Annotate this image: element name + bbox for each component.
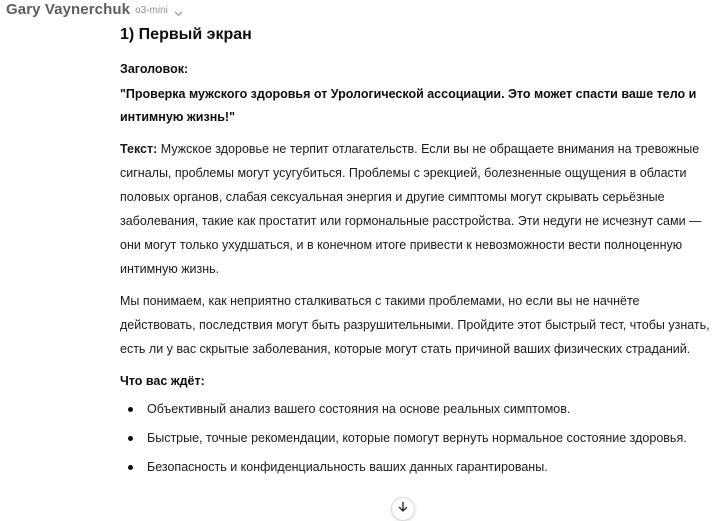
- list-item: [120, 397, 716, 422]
- arrow-down-icon: [397, 500, 409, 518]
- bullet-dot: [128, 407, 133, 412]
- scroll-to-bottom-button[interactable]: [391, 497, 415, 521]
- list-item-text: Безопасность и конфиденциальность ваших данных гарантированы.: [147, 460, 548, 474]
- list-item: [120, 455, 716, 480]
- list-item-text: Объективный анализ вашего состояния на основе реальных симптомов.: [147, 402, 571, 416]
- paragraph-2: Мы понимаем, как неприятно сталкиваться с такими проблемами, но если вы не начнёте действовать, последствия могут быть разрушительными. Пройдите этот быстрый тест, чтобы узнать, есть ли у вас скрытые заболевания, которые могут стать причиной ваших физических страданий.: [120, 294, 710, 356]
- title-text: "Проверка мужского здоровья от Урологической ассоциации. Это может спасти ваше тело и интимную жизнь!": [120, 87, 697, 124]
- benefits-list: [120, 397, 716, 480]
- text-label: Текст:: [120, 142, 158, 156]
- assistant-message: [120, 26, 716, 484]
- list-item-text: Быстрые, точные рекомендации, которые помогут вернуть нормальное состояние здоровья.: [147, 431, 687, 445]
- message-heading: 1) Первый экран: [120, 26, 252, 43]
- bullet-dot: [128, 465, 133, 470]
- expect-label: Что вас ждёт:: [120, 374, 205, 388]
- text-body: Мужское здоровье не терпит отлагательств. Если вы не обращаете внимания на тревожные сигналы, проблемы могут усугубиться. Проблемы с эрекцией, болезненные ощущения в области половых органов, слабая сексуальная энергия и другие симптомы могут скрывать серьёзные заболевания, такие как простатит или гормональные расстройства. Эти недуги не исчезнут сами — они могут только ухудшаться, и в конечном итоге привести к невозможности вести полноценную интимную жизнь.: [120, 142, 702, 276]
- model-name: Gary Vaynerchuk: [6, 0, 131, 18]
- list-item: [120, 426, 716, 451]
- title-label: Заголовок:: [120, 62, 189, 76]
- text-paragraph: [120, 137, 716, 281]
- chevron-down-icon[interactable]: [174, 5, 183, 14]
- model-tag: o3-mini: [135, 4, 168, 16]
- model-selector[interactable]: [0, 0, 183, 18]
- bullet-dot: [128, 436, 133, 441]
